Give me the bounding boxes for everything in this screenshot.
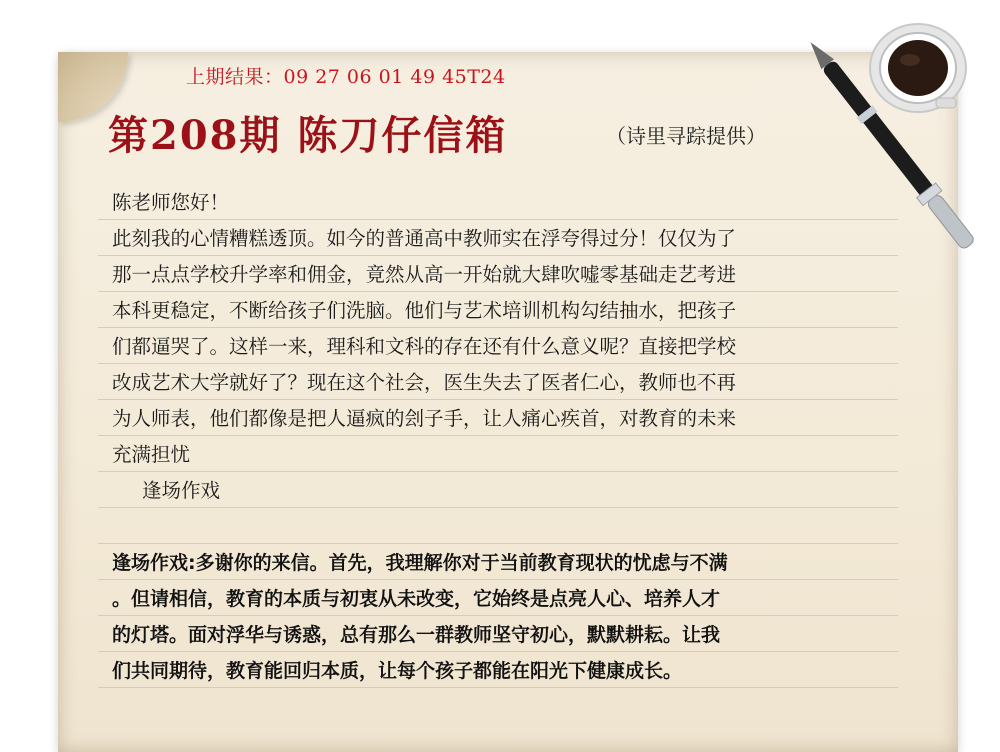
letter-line: 此刻我的心情糟糕透顶。如今的普通高中教师实在浮夸得过分！仅仅为了 <box>98 220 898 256</box>
reply-line: 逢场作戏:多谢你的来信。首先，我理解你对于当前教育现状的忧虑与不满 <box>98 544 898 580</box>
letter-line: 们都逼哭了。这样一来，理科和文科的存在还有什么意义呢？直接把学校 <box>98 328 898 364</box>
provider-credit: （诗里寻踪提供） <box>606 124 766 148</box>
letter-body <box>98 184 898 688</box>
blank-line <box>98 508 898 544</box>
letter-line: 那一点点学校升学率和佣金，竟然从高一开始就大肆吹嘘零基础走艺考进 <box>98 256 898 292</box>
reply-line: 的灯塔。面对浮华与诱惑，总有那么一群教师坚守初心，默默耕耘。让我 <box>98 616 898 652</box>
letter-signature: 逢场作戏 <box>98 472 898 508</box>
reply-line: 。但请相信，教育的本质与初衷从未改变，它始终是点亮人心、培养人才 <box>98 580 898 616</box>
letter-line: 充满担忧 <box>98 436 898 472</box>
letter-line: 改成艺术大学就好了？现在这个社会，医生失去了医者仁心，教师也不再 <box>98 364 898 400</box>
letter-line: 本科更稳定，不断给孩子们洗脑。他们与艺术培训机构勾结抽水，把孩子 <box>98 292 898 328</box>
last-result: 上期结果：09 27 06 01 49 45T24 <box>186 66 506 88</box>
reply-line: 们共同期待，教育能回归本质，让每个孩子都能在阳光下健康成长。 <box>98 652 898 688</box>
letter-line: 陈老师您好！ <box>98 184 898 220</box>
issue-title: 第208期 陈刀仔信箱 <box>108 112 508 159</box>
letter-line: 为人师表，他们都像是把人逼疯的刽子手，让人痛心疾首，对教育的未来 <box>98 400 898 436</box>
